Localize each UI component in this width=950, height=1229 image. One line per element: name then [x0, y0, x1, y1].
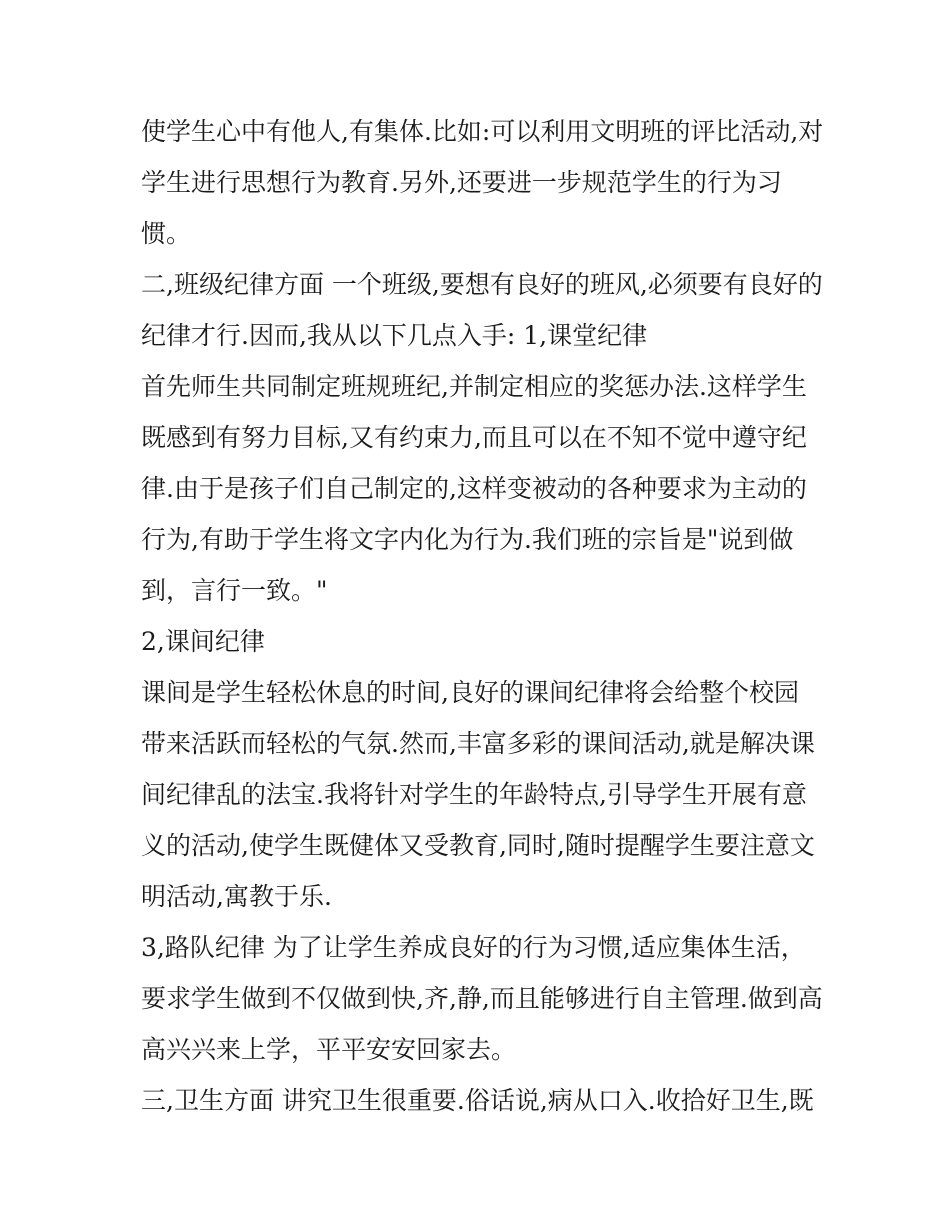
text-line: 带来活跃而轻松的气氛.然而,丰富多彩的课间活动,就是解决课: [141, 729, 815, 758]
subheading-line: 2,课间纪律: [141, 627, 265, 656]
section-heading-line: 三,卫生方面 讲究卫生很重要.俗话说,病从口入.收拾好卫生,既: [141, 1086, 814, 1115]
text-line: 学生进行思想行为教育.另外,还要进一步规范学生的行为习: [141, 168, 782, 197]
text-line: 要求学生做到不仅做到快,齐,静,而且能够进行自主管理.做到高: [141, 984, 823, 1013]
text-line: 既感到有努力目标,又有约束力,而且可以在不知不觉中遵守纪: [141, 423, 807, 452]
text-line: 间纪律乱的法宝.我将针对学生的年龄特点,引导学生开展有意: [141, 780, 807, 809]
text-line: 律.由于是孩子们自己制定的,这样变被动的各种要求为主动的: [141, 474, 807, 503]
text-line: 首先师生共同制定班规班纪,并制定相应的奖惩办法.这样学生: [141, 372, 807, 401]
text-line: 惯。: [141, 219, 192, 248]
text-line: 使学生心中有他人,有集体.比如:可以利用文明班的评比活动,对: [141, 117, 824, 146]
text-line: 高兴兴来上学，平平安安回家去。: [141, 1035, 517, 1064]
text-line: 纪律才行.因而,我从以下几点入手: 1,课堂纪律: [141, 321, 648, 350]
text-line: 义的活动,使学生既健体又受教育,同时,随时提醒学生要注意文: [141, 831, 815, 860]
text-line: 行为,有助于学生将文字内化为行为.我们班的宗旨是"说到做: [141, 525, 794, 554]
document-body: [141, 106, 824, 1126]
text-line: 明活动,寓教于乐.: [141, 882, 332, 911]
subheading-line: 3,路队纪律 为了让学生养成良好的行为习惯,适应集体生活，: [141, 933, 806, 962]
text-line: 到，言行一致。": [141, 576, 328, 605]
section-heading-line: 二,班级纪律方面 一个班级,要想有良好的班风,必须要有良好的: [141, 270, 823, 299]
text-line: 课间是学生轻松休息的时间,良好的课间纪律将会给整个校园: [141, 678, 799, 707]
